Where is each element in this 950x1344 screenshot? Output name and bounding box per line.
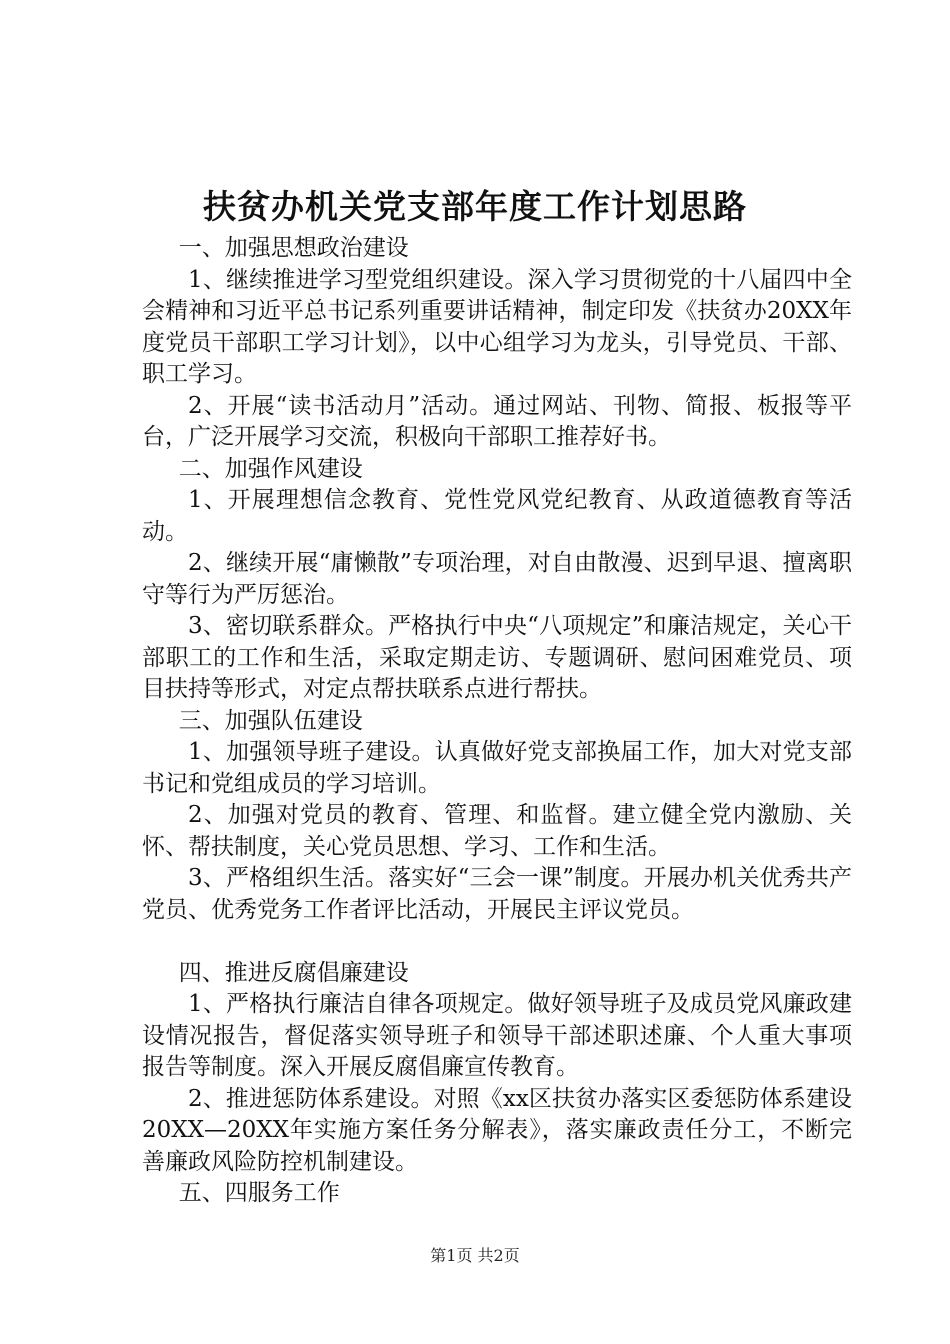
paragraph: 1、加强领导班子建设。认真做好党支部换届工作，加大对党支部书记和党组成员的学习培训。 — [142, 739, 852, 797]
section-heading-2: 二、加强作风建设 — [178, 455, 363, 482]
paragraph: 1、严格执行廉洁自律各项规定。做好领导班子及成员党风廉政建设情况报告，督促落实领导班子和领导干部述职述廉、个人重大事项报告等制度。深入开展反腐倡廉宣传教育。 — [142, 991, 852, 1080]
paragraph: 2、开展“读书活动月”活动。通过网站、刊物、简报、板报等平台，广泛开展学习交流，积极向干部职工推荐好书。 — [142, 392, 852, 450]
paragraph: 1、开展理想信念教育、党性党风党纪教育、从政道德教育等活动。 — [142, 487, 852, 545]
section-heading-5: 五、四服务工作 — [178, 1180, 340, 1206]
section-heading-4: 四、推进反腐倡廉建设 — [178, 959, 409, 986]
section-heading-3: 三、加强队伍建设 — [178, 707, 363, 734]
document-title: 扶贫办机关党支部年度工作计划思路 — [203, 187, 747, 226]
page-footer: 第1页 共2页 — [430, 1246, 520, 1265]
document-body — [142, 233, 852, 1210]
paragraph: 2、继续开展“庸懒散”专项治理，对自由散漫、迟到早退、擅离职守等行为严厉惩治。 — [142, 550, 852, 608]
paragraph: 3、严格组织生活。落实好“三会一课”制度。开展办机关优秀共产党员、优秀党务工作者评比活动，开展民主评议党员。 — [142, 865, 852, 923]
paragraph: 1、继续推进学习型党组织建设。深入学习贯彻党的十八届四中全会精神和习近平总书记系列重要讲话精神，制定印发《扶贫办20XX年度党员干部职工学习计划》，以中心组学习为龙头，引导党员、干部、职工学习。 — [142, 266, 852, 387]
section-heading-1: 一、加强思想政治建设 — [178, 235, 409, 261]
paragraph: 3、密切联系群众。严格执行中央“八项规定”和廉洁规定，关心干部职工的工作和生活，采取定期走访、专题调研、慰问困难党员、项目扶持等形式，对定点帮扶联系点进行帮扶。 — [142, 613, 852, 702]
paragraph: 2、加强对党员的教育、管理、和监督。建立健全党内激励、关怀、帮扶制度，关心党员思想、学习、工作和生活。 — [142, 802, 852, 860]
paragraph: 2、推进惩防体系建设。对照《xx区扶贫办落实区委惩防体系建设20XX—20XX年实施方案任务分解表》，落实廉政责任分工，不断完善廉政风险防控机制建设。 — [142, 1085, 852, 1175]
blank-line — [142, 926, 852, 958]
